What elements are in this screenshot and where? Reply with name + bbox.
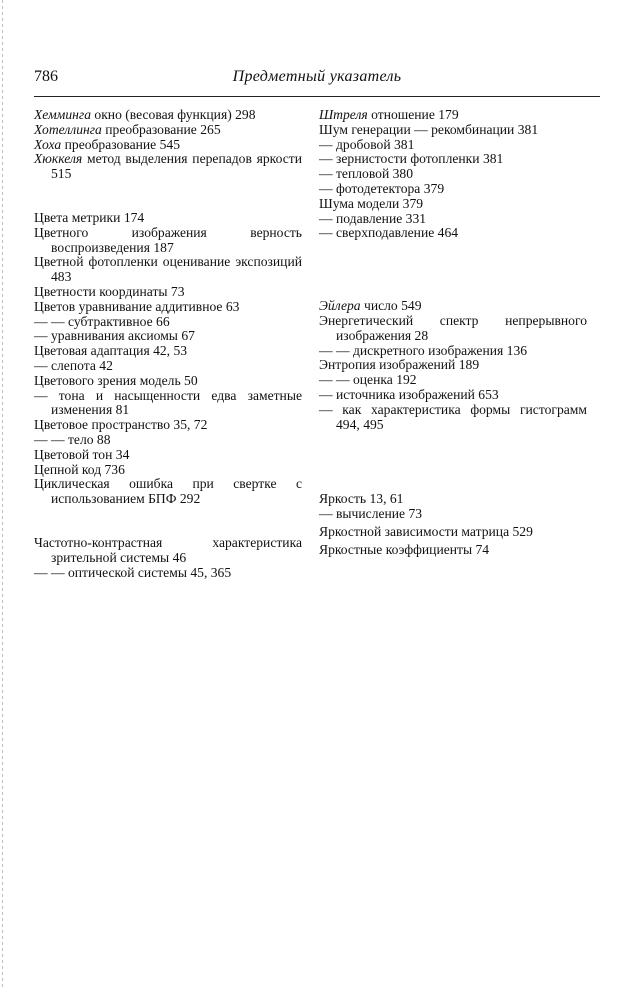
- page-number: 786: [34, 68, 58, 85]
- header-rule: [34, 96, 600, 97]
- index-entry: Шум генерации — рекомбинации 381: [319, 121, 539, 137]
- index-entry: Цветов уравнивание аддитивное 63: [34, 298, 240, 314]
- page-header: [34, 68, 600, 92]
- surname: Штреля: [319, 107, 368, 122]
- index-entry: — сверхподавление 464: [319, 225, 459, 241]
- index-entry: — источника изображений 653: [319, 386, 499, 402]
- surname: Эйлера: [319, 298, 361, 314]
- index-entry: Цветовое пространство 35, 72: [34, 417, 208, 433]
- index-entry: Хоха преобразование 545: [34, 136, 180, 152]
- surname: Хюккеля: [34, 151, 83, 167]
- index-entry: Цветовой тон 34: [34, 446, 130, 462]
- index-entry: Цепной код 736: [34, 461, 125, 477]
- index-entry: Шума модели 379: [319, 195, 424, 211]
- index-entry: Эйлера число 549: [319, 298, 422, 314]
- index-entry: — — дискретного изображения 136: [319, 342, 528, 358]
- index-entry: Хемминга окно (весовая функция) 298: [34, 107, 256, 122]
- index-entry: Цветовая адаптация 42, 53: [34, 343, 188, 359]
- index-entry: Цветового зрения модель 50: [34, 372, 198, 388]
- left-column: [34, 108, 302, 580]
- index-entry: Цвета метрики 174: [34, 209, 145, 225]
- index-entry: Частотно-контрастная характеристика зрительной системы 46: [34, 534, 302, 565]
- index-entry: Циклическая ошибка при свертке с использованием БПФ 292: [34, 476, 302, 507]
- index-entry: — — субтрактивное 66: [34, 313, 170, 329]
- index-entry: Цветной фотопленки оценивание экспозиций 483: [34, 254, 302, 285]
- index-entry: — — оценка 192: [319, 372, 417, 388]
- index-entry: — фотодетектора 379: [319, 180, 445, 196]
- index-entry: Хюккеля метод выделения перепадов яркости 515: [34, 151, 302, 182]
- index-entry: Цветного изображения верность воспроизведения 187: [34, 224, 302, 255]
- index-entry: — тона и насыщенности едва заметные изменения 81: [34, 387, 302, 418]
- index-entry: — слепота 42: [34, 357, 113, 373]
- index-entry: — зернистости фотопленки 381: [319, 151, 504, 167]
- index-entry: — подавление 331: [319, 210, 427, 226]
- index-entry: Цветности координаты 73: [34, 283, 185, 299]
- surname: Хоха: [34, 136, 62, 152]
- index-entry: Яркостной зависимости матрица 529: [319, 523, 533, 539]
- index-entry: Штреля отношение 179: [319, 107, 459, 122]
- index-entry: Энергетический спектр непрерывного изображения 28: [319, 312, 587, 343]
- index-entry: — — тело 88: [34, 431, 111, 447]
- surname: Хемминга: [34, 107, 91, 122]
- surname: Хотеллинга: [34, 121, 102, 137]
- index-entry: Яркость 13, 61: [319, 491, 404, 507]
- index-entry: — вычисление 73: [319, 506, 423, 522]
- running-title: Предметный указатель: [232, 68, 402, 85]
- index-entry: — — оптической системы 45, 365: [34, 564, 232, 580]
- right-column: [319, 108, 587, 558]
- scan-edge: [2, 0, 3, 990]
- index-entry: — уравнивания аксиомы 67: [34, 328, 195, 344]
- index-entry: Хотеллинга преобразование 265: [34, 121, 221, 137]
- index-entry: — дробовой 381: [319, 136, 415, 152]
- index-entry: Яркостные коэффициенты 74: [319, 541, 490, 557]
- index-entry: — тепловой 380: [319, 166, 414, 182]
- index-entry: — как характеристика формы гистограмм 494, 495: [319, 401, 587, 432]
- index-entry: Энтропия изображений 189: [319, 357, 480, 373]
